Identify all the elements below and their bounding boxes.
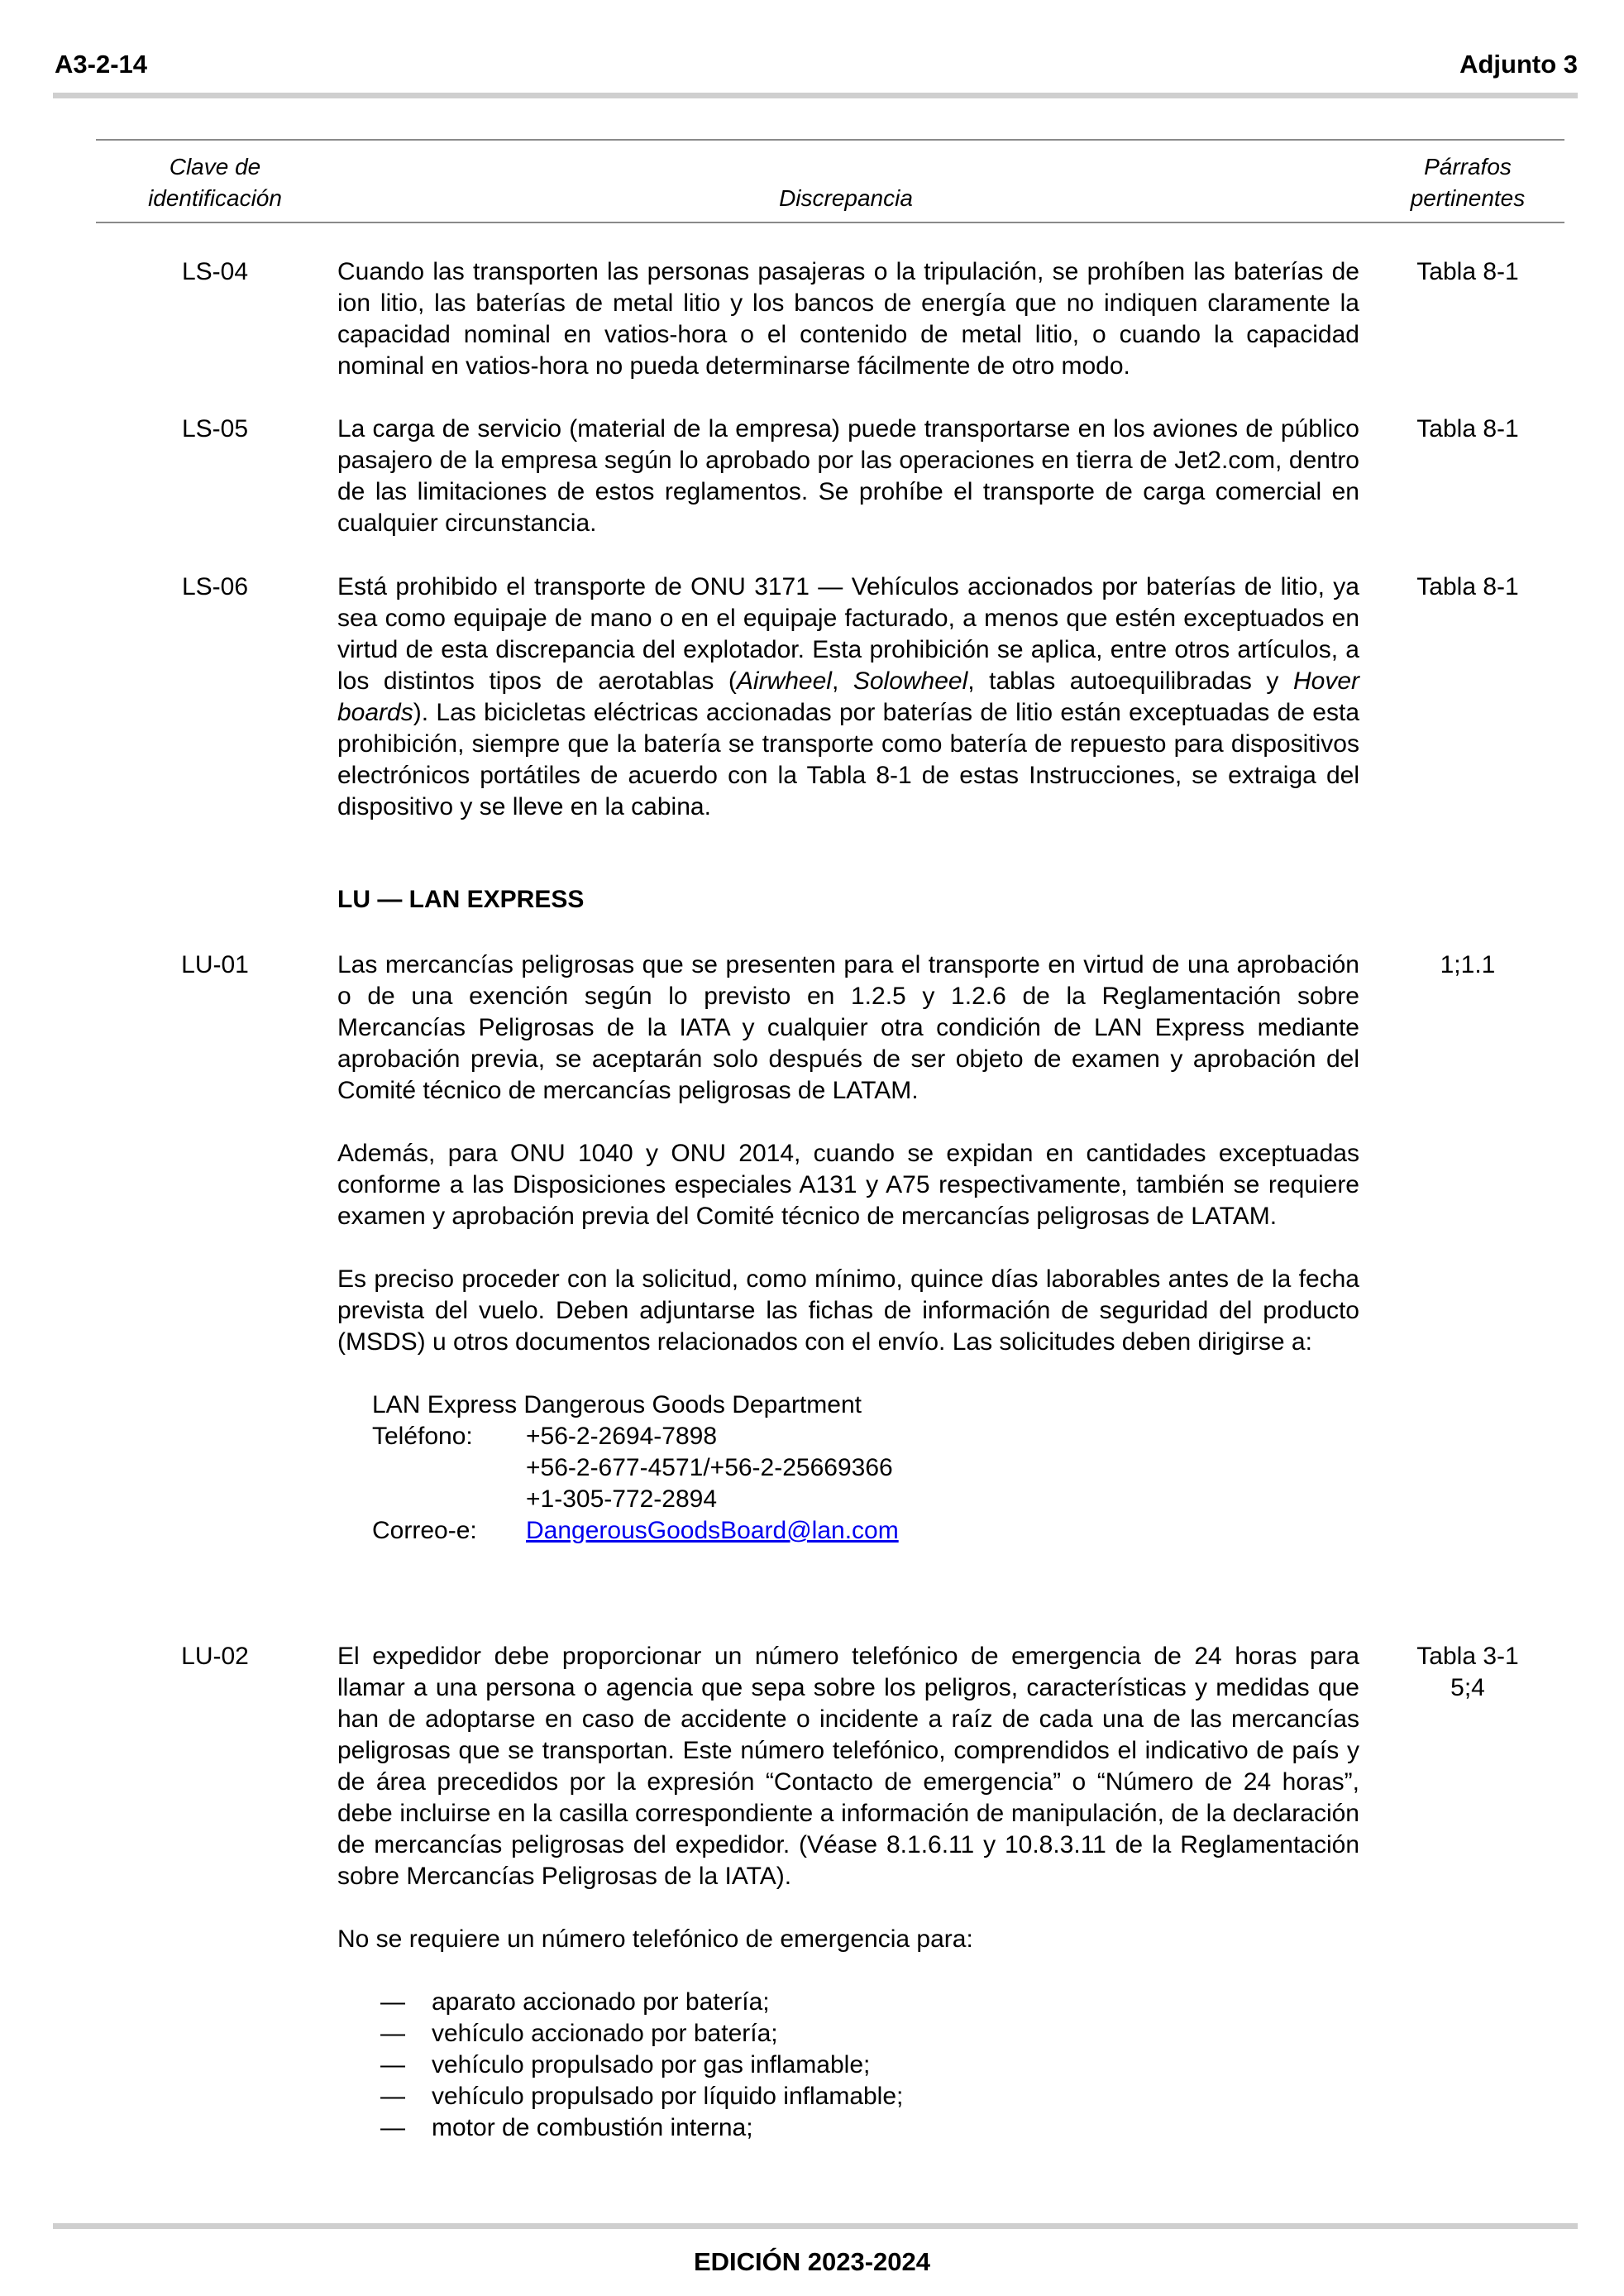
table-header-rule bbox=[96, 222, 1564, 223]
phone-number: +56-2-677-4571/+56-2-25669366 bbox=[526, 1454, 893, 1481]
paragraph: No se requiere un número telefónico de emergencia para: bbox=[337, 1925, 973, 1953]
list-item: — motor de combustión interna; bbox=[380, 2114, 753, 2141]
contact-block bbox=[337, 1390, 1359, 1547]
row-text: La carga de servicio (material de la empresa) puede transportarse en los aviones de público pasajero de la empresa según lo aprobado por las operaciones en tierra de Jet2.com, dentro de las limitaciones de estos reglamentos. Se prohíbe el transporte de carga comercial en cualquier circunstancia. bbox=[337, 415, 1359, 537]
row-code: LS-04 bbox=[181, 258, 249, 285]
row-code: LU-02 bbox=[181, 1643, 249, 1670]
row-refs: Tabla 8-1 bbox=[1416, 573, 1519, 600]
row-refs: 1;1.1 bbox=[1440, 951, 1496, 978]
paragraph: Las mercancías peligrosas que se presenten para el transporte en virtud de una aprobación o de una exención según lo previsto en 1.2.5 y 1.2.6 de la Reglamentación sobre Mercancías Peligrosas de la IATA y cualquier otra condición de LAN Express mediante aprobación previa, se aceptarán solo después de ser objeto de examen y aprobación del Comité técnico de mercancías peligrosas de LATAM. bbox=[337, 951, 1359, 1104]
paragraph: El expedidor debe proporcionar un número telefónico de emergencia de 24 horas para llamar a una persona o agencia que sepa sobre los peligros, características y medidas que han de adoptarse en caso de accidente o incidente a raíz de cada una de las mercancías peligrosas que se transportan. Este número telefónico, comprendidos el indicativo de país y de área precedidos por la expresión “Contacto de emergencia” o “Número de 24 horas”, debe incluirse en la casilla correspondiente a información de manipulación, de la declaración de mercancías peligrosas del expedidor. (Véase 8.1.6.11 y 10.8.3.11 de la Reglamentación sobre Mercancías Peligrosas de la IATA). bbox=[337, 1643, 1359, 1890]
row-code: LS-05 bbox=[181, 415, 249, 442]
paragraph: Además, para ONU 1040 y ONU 2014, cuando se expidan en cantidades exceptuadas conforme a las Disposiciones especiales A131 y A75 respectivamente, también se requiere examen y aprobación previa del Comité técnico de mercancías peligrosas de LATAM. bbox=[337, 1140, 1359, 1230]
section-title: LU — LAN EXPRESS bbox=[337, 886, 585, 913]
edition-footer: EDICIÓN 2023-2024 bbox=[693, 2247, 931, 2276]
column-header-discrepancy: Discrepancia bbox=[779, 185, 913, 211]
paragraph: Es preciso proceder con la solicitud, como mínimo, quince días laborables antes de la fecha prevista del vuelo. Deben adjuntarse las fichas de información de seguridad del producto (MSDS) u otros documentos relacionados con el envío. Las solicitudes deben dirigirse a: bbox=[337, 1265, 1359, 1356]
term-solowheel: Solowheel bbox=[853, 667, 968, 695]
email-label: Correo-e: bbox=[372, 1517, 477, 1544]
list-item: — vehículo propulsado por líquido inflamable; bbox=[380, 2083, 904, 2110]
email-link[interactable]: DangerousGoodsBoard@lan.com bbox=[526, 1517, 899, 1544]
row-refs: Tabla 3-1 5;4 bbox=[1416, 1643, 1519, 1701]
row-refs: Tabla 8-1 bbox=[1416, 415, 1519, 442]
column-header-paragraphs-line2: pertinentes bbox=[1410, 185, 1526, 211]
row-code: LS-06 bbox=[181, 573, 249, 600]
column-header-key-line1: Clave de bbox=[169, 154, 261, 179]
list-item: — aparato accionado por batería; bbox=[380, 1988, 770, 2016]
phone-number: +1-305-772-2894 bbox=[526, 1485, 718, 1513]
contact-org: LAN Express Dangerous Goods Department bbox=[372, 1391, 862, 1418]
column-header-key-line2: identificación bbox=[148, 185, 282, 211]
term-airwheel: Airwheel bbox=[736, 667, 832, 695]
column-header-key bbox=[124, 151, 306, 214]
row-text: Está prohibido el transporte de ONU 3171 — Vehículos accionados por baterías de litio, ya sea como equipaje de mano o en el equipaje facturado, a menos que estén exceptuados en virtud de esta discrepancia del explotador. Esta prohibición se aplica, entre otros artículos, a los distintos tipos de aerotablas (Airwheel, Solowheel, tablas autoequilibradas y Hover boards). Las bicicletas eléctricas accionadas por baterías de litio están exceptuadas de esta prohibición, siempre que la batería se transporte como batería de repuesto para dispositivos electrónicos portátiles de acuerdo con la Tabla 8-1 de estas Instrucciones, se extraiga del dispositivo y se lleve en la cabina. bbox=[337, 573, 1360, 820]
row-code: LU-01 bbox=[181, 951, 249, 978]
table-top-rule bbox=[96, 139, 1564, 141]
row-text bbox=[337, 1641, 1359, 2144]
exemption-list bbox=[337, 1987, 1359, 2144]
phone-number: +56-2-2694-7898 bbox=[526, 1423, 718, 1450]
list-item: — vehículo propulsado por gas inflamable; bbox=[380, 2051, 871, 2078]
attachment-label: Adjunto 3 bbox=[1459, 50, 1578, 79]
header-rule bbox=[53, 93, 1578, 98]
footer-rule bbox=[53, 2223, 1578, 2229]
column-header-paragraphs-line1: Párrafos bbox=[1424, 154, 1512, 179]
column-header-paragraphs bbox=[1373, 151, 1563, 214]
list-item: — vehículo accionado por batería; bbox=[380, 2020, 778, 2047]
row-text bbox=[337, 949, 1359, 1547]
page-number: A3-2-14 bbox=[55, 50, 147, 79]
row-text: Cuando las transporten las personas pasajeras o la tripulación, se prohíben las baterías de ion litio, las baterías de metal litio y los bancos de energía que no indiquen claramente la capacidad nominal en vatios-hora o el contenido de metal litio, o cuando la capacidad nominal en vatios-hora no pueda determinarse fácilmente de otro modo. bbox=[337, 258, 1359, 380]
phone-label: Teléfono: bbox=[372, 1423, 473, 1450]
row-refs: Tabla 8-1 bbox=[1416, 258, 1519, 285]
term-hover-boards: Hover boards bbox=[337, 667, 1360, 726]
